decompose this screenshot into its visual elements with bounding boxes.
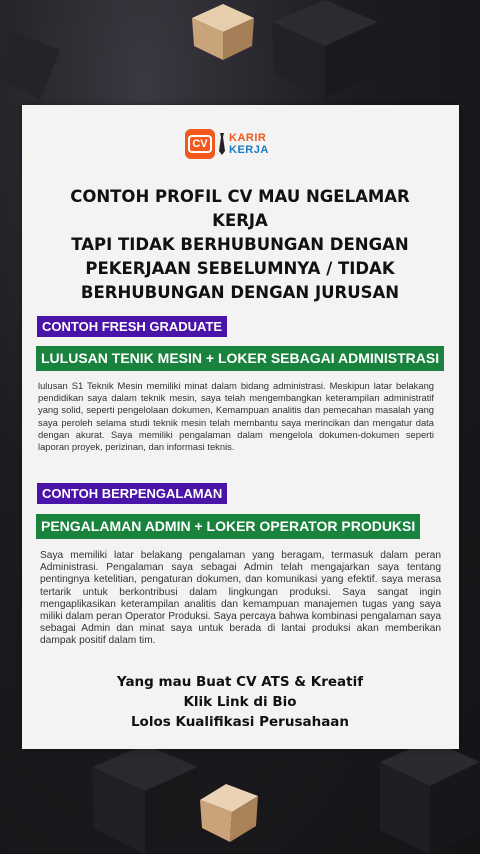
title-line-1: CONTOH PROFIL CV MAU NGELAMAR KERJA (70, 187, 410, 230)
brand-line-2: KERJA (229, 144, 269, 156)
decorative-cube-dark-top (270, 0, 380, 100)
fresh-graduate-subtitle: LULUSAN TENIK MESIN + LOKER SEBAGAI ADMINISTRASI (36, 346, 444, 371)
call-to-action (40, 672, 440, 732)
decorative-cube-top (188, 0, 258, 62)
cv-badge-icon (185, 129, 215, 159)
brand-line-1: KARIR (229, 132, 267, 144)
decorative-cube-bottom (198, 782, 260, 844)
experienced-tag: CONTOH BERPENGALAMAN (37, 483, 227, 504)
cta-line-1: Yang mau Buat CV ATS & Kreatif (116, 674, 364, 690)
cv-badge-text: CV (188, 135, 211, 153)
cta-line-2: Klik Link di Bio (183, 694, 297, 710)
title-line-2: TAPI TIDAK BERHUBUNGAN DENGAN (71, 235, 409, 254)
brand-name (229, 132, 269, 156)
fresh-graduate-tag: CONTOH FRESH GRADUATE (37, 316, 227, 337)
title-line-3: PEKERJAAN SEBELUMNYA / TIDAK (85, 259, 395, 278)
decorative-cube-bottom-right (380, 740, 480, 854)
experienced-body: Saya memiliki latar belakang pengalaman yang beragam, termasuk dalam peran Administrasi. Pengalaman saya sebagai Admin telah mengajarkan saya tentang pentingnya ketelitian, pengaturan dokumen, dan komunikasi yang efektif. saya merasa tertarik untuk berkontribusi dalam lingkungan produksi. Saya sangat ingin mengaplikasikan keterampilan analitis dan kemampuan manajemen tugas yang saya miliki dalam peran Operator Produksi. Saya percaya bahwa kombinasi pengalaman saya sebagai Admin dan minat saya untuk berada di lantai produksi akan memberikan dampak positif dalam tim. (40, 550, 441, 647)
experienced-subtitle: PENGALAMAN ADMIN + LOKER OPERATOR PRODUKSI (36, 514, 420, 539)
cta-line-3: Lolos Kualifikasi Perusahaan (130, 714, 350, 730)
decorative-cube-left (0, 20, 70, 110)
fresh-graduate-body: lulusan S1 Teknik Mesin memiliki minat dalam bidang administrasi. Meskipun latar belakang pendidikan saya dalam teknik mesin, saya telah mengembangkan keterampilan administratif yang solid, seperti pengelolaan dokumen, Kemampuan analitis dan pemecahan masalah yang saya peroleh selama studi teknik mesin telah membantu saya merincikan dan mengatur data dengan akurat. Saya memiliki pengalaman dalam mengelola dokumen-dokumen seperti laporan proyek, perizinan, dan informasi teknis. (38, 380, 434, 453)
title-line-4: BERHUBUNGAN DENGAN JURUSAN (80, 283, 400, 302)
brand-logo (185, 129, 269, 159)
decorative-cube-bottom-left (90, 745, 200, 854)
page-title (40, 185, 440, 305)
necktie-icon (219, 133, 225, 155)
